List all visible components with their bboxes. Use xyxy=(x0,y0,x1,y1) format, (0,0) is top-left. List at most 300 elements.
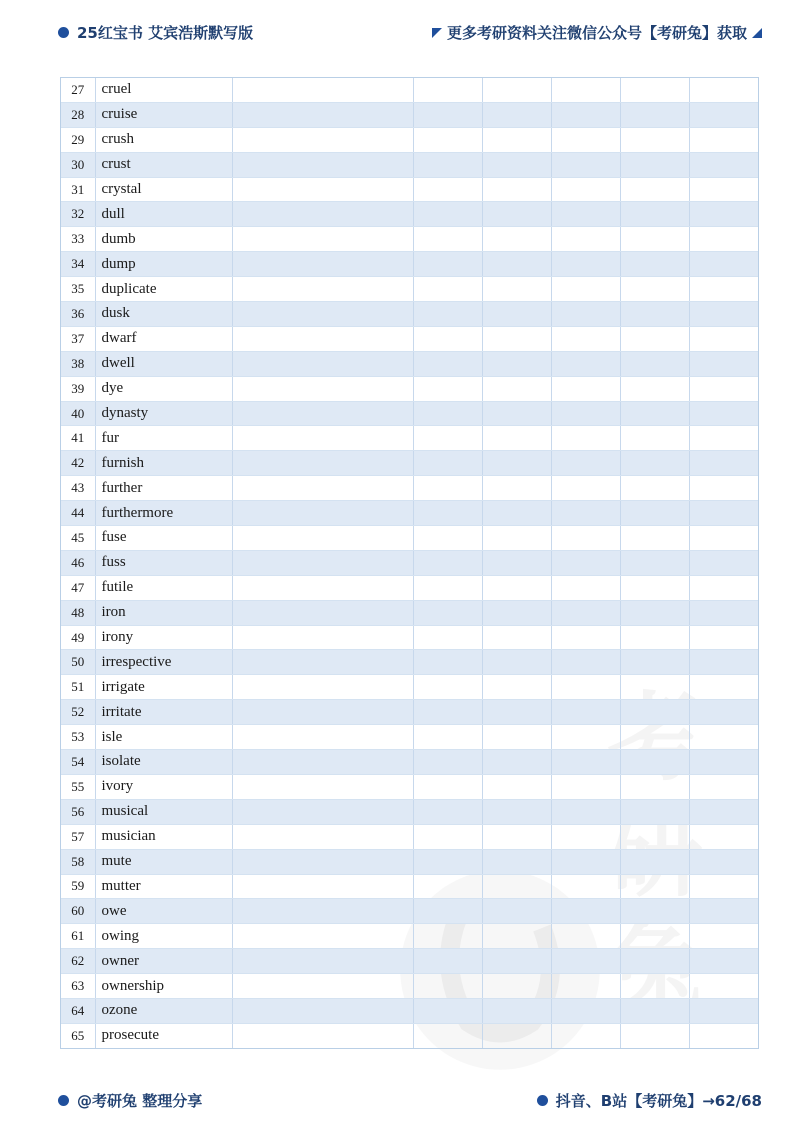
blank-cell xyxy=(482,899,551,924)
row-number: 30 xyxy=(61,152,95,177)
blank-cell xyxy=(551,277,620,302)
blank-cell xyxy=(413,376,482,401)
blank-cell xyxy=(482,202,551,227)
vocab-word: musician xyxy=(95,824,232,849)
blank-cell xyxy=(620,78,689,102)
blank-cell xyxy=(620,526,689,551)
blank-cell xyxy=(620,326,689,351)
blank-cell xyxy=(482,102,551,127)
blank-cell xyxy=(232,78,413,102)
blank-cell xyxy=(620,799,689,824)
blank-cell xyxy=(413,998,482,1023)
blank-cell xyxy=(232,750,413,775)
blank-cell xyxy=(482,774,551,799)
blank-cell xyxy=(413,750,482,775)
blank-cell xyxy=(551,725,620,750)
blank-cell xyxy=(689,177,758,202)
vocab-word: prosecute xyxy=(95,1023,232,1047)
blank-cell xyxy=(689,252,758,277)
blank-cell xyxy=(232,1023,413,1047)
bullet-dot-icon xyxy=(537,1095,548,1106)
blank-cell xyxy=(232,650,413,675)
table-row xyxy=(61,501,758,526)
blank-cell xyxy=(551,824,620,849)
blank-cell xyxy=(551,227,620,252)
blank-cell xyxy=(551,202,620,227)
row-number: 65 xyxy=(61,1023,95,1047)
table-row xyxy=(61,78,758,102)
blank-cell xyxy=(689,899,758,924)
row-number: 35 xyxy=(61,277,95,302)
row-number: 51 xyxy=(61,675,95,700)
blank-cell xyxy=(413,302,482,327)
blank-cell xyxy=(482,351,551,376)
row-number: 53 xyxy=(61,725,95,750)
blank-cell xyxy=(413,501,482,526)
blank-cell xyxy=(232,326,413,351)
blank-cell xyxy=(413,799,482,824)
row-number: 39 xyxy=(61,376,95,401)
vocabulary-table xyxy=(60,77,759,1049)
bullet-dot-icon xyxy=(58,1095,69,1106)
blank-cell xyxy=(482,302,551,327)
blank-cell xyxy=(232,376,413,401)
header-left xyxy=(58,22,253,43)
blank-cell xyxy=(482,600,551,625)
blank-cell xyxy=(551,949,620,974)
row-number: 56 xyxy=(61,799,95,824)
vocab-word: irrigate xyxy=(95,675,232,700)
blank-cell xyxy=(482,998,551,1023)
blank-cell xyxy=(413,1023,482,1047)
blank-cell xyxy=(482,501,551,526)
blank-cell xyxy=(689,824,758,849)
vocab-word: musical xyxy=(95,799,232,824)
blank-cell xyxy=(620,600,689,625)
footer-left xyxy=(58,1090,202,1111)
row-number: 59 xyxy=(61,874,95,899)
blank-cell xyxy=(689,998,758,1023)
blank-cell xyxy=(232,401,413,426)
blank-cell xyxy=(232,252,413,277)
table-row xyxy=(61,550,758,575)
blank-cell xyxy=(551,774,620,799)
blank-cell xyxy=(482,277,551,302)
row-number: 57 xyxy=(61,824,95,849)
table-row xyxy=(61,227,758,252)
blank-cell xyxy=(413,899,482,924)
blank-cell xyxy=(482,874,551,899)
row-number: 33 xyxy=(61,227,95,252)
blank-cell xyxy=(232,152,413,177)
row-number: 52 xyxy=(61,700,95,725)
blank-cell xyxy=(482,152,551,177)
blank-cell xyxy=(413,949,482,974)
blank-cell xyxy=(689,152,758,177)
blank-cell xyxy=(232,351,413,376)
blank-cell xyxy=(689,700,758,725)
blank-cell xyxy=(413,774,482,799)
row-number: 62 xyxy=(61,949,95,974)
blank-cell xyxy=(232,426,413,451)
blank-cell xyxy=(620,426,689,451)
blank-cell xyxy=(689,501,758,526)
vocab-word: fur xyxy=(95,426,232,451)
blank-cell xyxy=(689,102,758,127)
vocab-word: further xyxy=(95,476,232,501)
blank-cell xyxy=(689,277,758,302)
vocab-word: isle xyxy=(95,725,232,750)
vocab-word: cruel xyxy=(95,78,232,102)
table-row xyxy=(61,824,758,849)
blank-cell xyxy=(482,401,551,426)
blank-cell xyxy=(551,78,620,102)
table-row xyxy=(61,202,758,227)
blank-cell xyxy=(551,650,620,675)
blank-cell xyxy=(413,152,482,177)
blank-cell xyxy=(482,625,551,650)
blank-cell xyxy=(482,127,551,152)
blank-cell xyxy=(551,152,620,177)
blank-cell xyxy=(620,476,689,501)
blank-cell xyxy=(232,227,413,252)
blank-cell xyxy=(413,476,482,501)
vocab-word: dynasty xyxy=(95,401,232,426)
blank-cell xyxy=(413,202,482,227)
vocab-word: owe xyxy=(95,899,232,924)
blank-cell xyxy=(413,700,482,725)
blank-cell xyxy=(620,750,689,775)
blank-cell xyxy=(413,277,482,302)
blank-cell xyxy=(551,550,620,575)
blank-cell xyxy=(551,924,620,949)
blank-cell xyxy=(413,102,482,127)
table-row xyxy=(61,874,758,899)
table-row xyxy=(61,252,758,277)
blank-cell xyxy=(413,177,482,202)
blank-cell xyxy=(413,351,482,376)
table-row xyxy=(61,625,758,650)
blank-cell xyxy=(232,476,413,501)
blank-cell xyxy=(232,600,413,625)
row-number: 58 xyxy=(61,849,95,874)
table-row xyxy=(61,476,758,501)
blank-cell xyxy=(551,302,620,327)
blank-cell xyxy=(551,351,620,376)
blank-cell xyxy=(232,700,413,725)
blank-cell xyxy=(689,376,758,401)
blank-cell xyxy=(232,127,413,152)
blank-cell xyxy=(232,998,413,1023)
blank-cell xyxy=(482,227,551,252)
vocab-word: iron xyxy=(95,600,232,625)
table-row xyxy=(61,849,758,874)
blank-cell xyxy=(232,550,413,575)
vocab-word: fuss xyxy=(95,550,232,575)
vocab-word: mute xyxy=(95,849,232,874)
blank-cell xyxy=(232,501,413,526)
blank-cell xyxy=(482,849,551,874)
blank-cell xyxy=(413,426,482,451)
blank-cell xyxy=(232,799,413,824)
blank-cell xyxy=(232,725,413,750)
blank-cell xyxy=(232,625,413,650)
blank-cell xyxy=(551,501,620,526)
vocab-word: dumb xyxy=(95,227,232,252)
blank-cell xyxy=(413,127,482,152)
blank-cell xyxy=(482,326,551,351)
blank-cell xyxy=(551,700,620,725)
blank-cell xyxy=(689,351,758,376)
blank-cell xyxy=(620,202,689,227)
footer-credit: @考研兔 整理分享 xyxy=(77,1092,203,1110)
blank-cell xyxy=(232,177,413,202)
row-number: 32 xyxy=(61,202,95,227)
row-number: 38 xyxy=(61,351,95,376)
blank-cell xyxy=(232,849,413,874)
blank-cell xyxy=(551,575,620,600)
blank-cell xyxy=(689,799,758,824)
table-row xyxy=(61,177,758,202)
blank-cell xyxy=(551,750,620,775)
blank-cell xyxy=(551,675,620,700)
row-number: 36 xyxy=(61,302,95,327)
blank-cell xyxy=(620,376,689,401)
header-promo-text: 更多考研资料关注微信公众号【考研兔】获取 xyxy=(446,24,747,42)
blank-cell xyxy=(689,326,758,351)
blank-cell xyxy=(551,252,620,277)
page-indicator: 抖音、B站【考研兔】→62/68 xyxy=(555,1092,762,1110)
table-row xyxy=(61,302,758,327)
row-number: 43 xyxy=(61,476,95,501)
vocab-word: dwell xyxy=(95,351,232,376)
blank-cell xyxy=(620,974,689,999)
vocab-word: dull xyxy=(95,202,232,227)
blank-cell xyxy=(620,849,689,874)
blank-cell xyxy=(551,600,620,625)
vocab-word: crust xyxy=(95,152,232,177)
blank-cell xyxy=(482,974,551,999)
row-number: 46 xyxy=(61,550,95,575)
table-row xyxy=(61,526,758,551)
row-number: 61 xyxy=(61,924,95,949)
vocab-word: owing xyxy=(95,924,232,949)
blank-cell xyxy=(413,974,482,999)
blank-cell xyxy=(551,799,620,824)
vocab-word: furnish xyxy=(95,451,232,476)
blank-cell xyxy=(413,575,482,600)
vocab-word: irrespective xyxy=(95,650,232,675)
blank-cell xyxy=(413,451,482,476)
vocab-word: ozone xyxy=(95,998,232,1023)
blank-cell xyxy=(482,177,551,202)
blank-cell xyxy=(689,526,758,551)
row-number: 47 xyxy=(61,575,95,600)
triangle-left-icon xyxy=(432,28,442,38)
blank-cell xyxy=(482,700,551,725)
blank-cell xyxy=(232,202,413,227)
blank-cell xyxy=(620,277,689,302)
blank-cell xyxy=(551,476,620,501)
blank-cell xyxy=(689,974,758,999)
vocab-word: dusk xyxy=(95,302,232,327)
blank-cell xyxy=(482,725,551,750)
blank-cell xyxy=(551,899,620,924)
blank-cell xyxy=(232,302,413,327)
row-number: 54 xyxy=(61,750,95,775)
blank-cell xyxy=(551,376,620,401)
blank-cell xyxy=(689,127,758,152)
blank-cell xyxy=(689,78,758,102)
blank-cell xyxy=(620,501,689,526)
blank-cell xyxy=(689,924,758,949)
vocab-word: furthermore xyxy=(95,501,232,526)
vocab-word: ivory xyxy=(95,774,232,799)
blank-cell xyxy=(232,974,413,999)
blank-cell xyxy=(232,451,413,476)
vocab-word: crush xyxy=(95,127,232,152)
blank-cell xyxy=(689,750,758,775)
blank-cell xyxy=(620,451,689,476)
row-number: 27 xyxy=(61,78,95,102)
blank-cell xyxy=(413,326,482,351)
vocab-word: duplicate xyxy=(95,277,232,302)
blank-cell xyxy=(413,401,482,426)
blank-cell xyxy=(232,526,413,551)
blank-cell xyxy=(620,252,689,277)
table-row xyxy=(61,750,758,775)
blank-cell xyxy=(482,924,551,949)
table-row xyxy=(61,326,758,351)
table-row xyxy=(61,426,758,451)
blank-cell xyxy=(551,326,620,351)
vocab-word: owner xyxy=(95,949,232,974)
blank-cell xyxy=(482,550,551,575)
blank-cell xyxy=(620,1023,689,1047)
blank-cell xyxy=(482,252,551,277)
blank-cell xyxy=(482,451,551,476)
table-row xyxy=(61,774,758,799)
vocab-word: mutter xyxy=(95,874,232,899)
vocab-word: ownership xyxy=(95,974,232,999)
blank-cell xyxy=(620,675,689,700)
blank-cell xyxy=(689,401,758,426)
table-row xyxy=(61,127,758,152)
blank-cell xyxy=(620,177,689,202)
blank-cell xyxy=(689,426,758,451)
row-number: 49 xyxy=(61,625,95,650)
vocab-word: isolate xyxy=(95,750,232,775)
vocab-word: irony xyxy=(95,625,232,650)
blank-cell xyxy=(551,874,620,899)
blank-cell xyxy=(620,550,689,575)
blank-cell xyxy=(689,949,758,974)
blank-cell xyxy=(620,227,689,252)
blank-cell xyxy=(232,102,413,127)
row-number: 55 xyxy=(61,774,95,799)
blank-cell xyxy=(482,750,551,775)
row-number: 31 xyxy=(61,177,95,202)
footer-right xyxy=(537,1090,762,1111)
blank-cell xyxy=(482,1023,551,1047)
blank-cell xyxy=(413,849,482,874)
blank-cell xyxy=(413,252,482,277)
row-number: 48 xyxy=(61,600,95,625)
blank-cell xyxy=(232,899,413,924)
blank-cell xyxy=(413,600,482,625)
blank-cell xyxy=(413,650,482,675)
blank-cell xyxy=(413,227,482,252)
blank-cell xyxy=(551,974,620,999)
blank-cell xyxy=(413,675,482,700)
bullet-dot-icon xyxy=(58,27,69,38)
row-number: 28 xyxy=(61,102,95,127)
vocab-word: dwarf xyxy=(95,326,232,351)
watermark-text: 考 xyxy=(607,681,703,794)
blank-cell xyxy=(551,998,620,1023)
row-number: 44 xyxy=(61,501,95,526)
blank-cell xyxy=(689,1023,758,1047)
blank-cell xyxy=(620,949,689,974)
blank-cell xyxy=(620,625,689,650)
blank-cell xyxy=(689,227,758,252)
blank-cell xyxy=(551,426,620,451)
blank-cell xyxy=(232,874,413,899)
blank-cell xyxy=(482,426,551,451)
vocab-word: dye xyxy=(95,376,232,401)
blank-cell xyxy=(620,998,689,1023)
blank-cell xyxy=(413,526,482,551)
row-number: 50 xyxy=(61,650,95,675)
blank-cell xyxy=(689,774,758,799)
blank-cell xyxy=(551,102,620,127)
blank-cell xyxy=(482,675,551,700)
blank-cell xyxy=(620,874,689,899)
blank-cell xyxy=(689,550,758,575)
table-row xyxy=(61,152,758,177)
blank-cell xyxy=(413,725,482,750)
blank-cell xyxy=(482,476,551,501)
blank-cell xyxy=(232,774,413,799)
blank-cell xyxy=(620,774,689,799)
blank-cell xyxy=(689,451,758,476)
blank-cell xyxy=(620,102,689,127)
blank-cell xyxy=(232,277,413,302)
row-number: 60 xyxy=(61,899,95,924)
blank-cell xyxy=(620,700,689,725)
blank-cell xyxy=(232,949,413,974)
vocab-word: cruise xyxy=(95,102,232,127)
blank-cell xyxy=(689,725,758,750)
vocab-word: futile xyxy=(95,575,232,600)
blank-cell xyxy=(689,476,758,501)
blank-cell xyxy=(482,78,551,102)
table-row xyxy=(61,899,758,924)
blank-cell xyxy=(689,575,758,600)
blank-cell xyxy=(232,575,413,600)
row-number: 41 xyxy=(61,426,95,451)
blank-cell xyxy=(689,625,758,650)
blank-cell xyxy=(413,874,482,899)
blank-cell xyxy=(620,824,689,849)
blank-cell xyxy=(413,924,482,949)
blank-cell xyxy=(689,600,758,625)
blank-cell xyxy=(689,202,758,227)
row-number: 40 xyxy=(61,401,95,426)
table-row xyxy=(61,351,758,376)
table-row xyxy=(61,675,758,700)
table-row xyxy=(61,998,758,1023)
